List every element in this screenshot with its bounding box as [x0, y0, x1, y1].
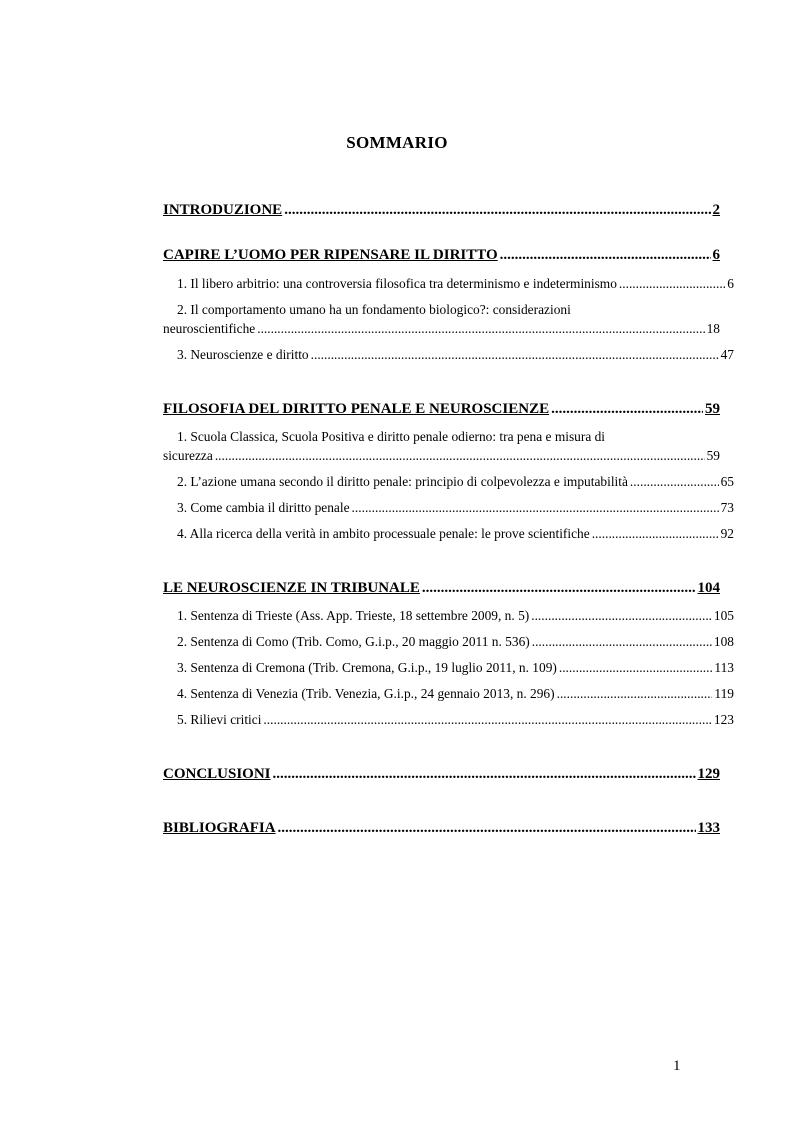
dot-leader: [422, 579, 696, 597]
toc-section-label: 3. Sentenza di Cremona (Trib. Cremona, G.i.p., 19 luglio 2011, n. 109): [177, 660, 557, 675]
toc-page-number: 133: [697, 820, 720, 836]
toc-section[interactable]: [163, 473, 734, 490]
dot-leader: [551, 400, 703, 418]
toc-section[interactable]: [163, 301, 720, 337]
page-number: 1: [673, 1058, 681, 1074]
dot-leader: [500, 246, 711, 264]
toc-section-label: 3. Neuroscienze e diritto: [177, 347, 309, 362]
dot-leader: [592, 525, 719, 542]
toc-chapter-bibliografia[interactable]: [163, 819, 720, 837]
dot-leader: [273, 765, 696, 783]
toc-chapter-neuroscienze-tribunale[interactable]: [163, 579, 720, 597]
toc-chapter-label: CONCLUSIONI: [163, 766, 271, 782]
dot-leader: [284, 201, 710, 219]
toc-section[interactable]: [163, 711, 734, 728]
toc-page-number: 2: [712, 202, 720, 218]
toc-section-label: 1. Scuola Classica, Scuola Positiva e diritto penale odierno: tra pena e misura di: [177, 429, 606, 444]
toc-section-label: 2. L’azione umana secondo il diritto penale: principio di colpevolezza e imputabilità: [177, 474, 628, 489]
toc-page-number: 119: [714, 686, 734, 701]
dot-leader: [352, 499, 719, 516]
toc-page-number: 18: [706, 321, 720, 336]
toc-page-number: 65: [720, 474, 734, 489]
dot-leader: [263, 711, 711, 728]
toc-chapter-filosofia[interactable]: [163, 400, 720, 418]
toc-page-number: 108: [713, 634, 734, 649]
toc-section[interactable]: [163, 525, 734, 542]
toc-chapter-label: BIBLIOGRAFIA: [163, 820, 276, 836]
toc-section-label: 1. Il libero arbitrio: una controversia filosofica tra determinismo e indeterminismo: [177, 276, 617, 291]
toc-section[interactable]: [163, 275, 734, 292]
dot-leader: [531, 607, 712, 624]
toc-section[interactable]: [163, 428, 720, 464]
dot-leader: [619, 275, 725, 292]
toc-section[interactable]: [163, 346, 734, 363]
toc-section-label: 1. Sentenza di Trieste (Ass. App. Trieste, 18 settembre 2009, n. 5): [177, 608, 530, 623]
toc-page-number: 47: [720, 347, 734, 362]
toc-page-number: 59: [706, 448, 720, 463]
dot-leader: [557, 685, 713, 702]
toc-chapter-capire[interactable]: [163, 246, 720, 264]
dot-leader: [311, 346, 719, 363]
toc-page-number: 129: [697, 766, 720, 782]
toc-section-label: 2. Sentenza di Como (Trib. Como, G.i.p., 20 maggio 2011 n. 536): [177, 634, 530, 649]
toc-chapter-label: LE NEUROSCIENZE IN TRIBUNALE: [163, 580, 420, 596]
toc-chapter-conclusioni[interactable]: [163, 765, 720, 783]
toc-page-number: 123: [713, 712, 734, 727]
toc-section-label: 4. Sentenza di Venezia (Trib. Venezia, G.i.p., 24 gennaio 2013, n. 296): [177, 686, 555, 701]
toc-chapter-label: CAPIRE L’UOMO PER RIPENSARE IL DIRITTO: [163, 247, 498, 263]
dot-leader: [257, 320, 704, 337]
toc-section[interactable]: [163, 633, 734, 650]
toc-section[interactable]: [163, 607, 734, 624]
toc-page-number: 92: [720, 526, 734, 541]
dot-leader: [215, 447, 705, 464]
toc-page-number: 104: [697, 580, 720, 596]
toc-chapter-label: INTRODUZIONE: [163, 202, 283, 218]
toc-chapter-label: FILOSOFIA DEL DIRITTO PENALE E NEUROSCIENZE: [163, 401, 550, 417]
toc-section-label-cont: neuroscientifiche: [163, 321, 256, 336]
dot-leader: [559, 659, 713, 676]
toc-page-number: 73: [720, 500, 734, 515]
toc-page-number: 6: [727, 276, 734, 291]
toc-page-number: 6: [712, 247, 720, 263]
dot-leader: [278, 819, 696, 837]
toc-section-label-cont: sicurezza: [163, 448, 213, 463]
toc-section[interactable]: [163, 685, 734, 702]
toc-section-label: 4. Alla ricerca della verità in ambito processuale penale: le prove scientifiche: [177, 526, 590, 541]
toc-section[interactable]: [163, 499, 734, 516]
toc-page-number: 105: [713, 608, 734, 623]
toc-page-number: 59: [705, 401, 720, 417]
dot-leader: [630, 473, 719, 490]
toc-page-number: 113: [714, 660, 734, 675]
dot-leader: [532, 633, 712, 650]
page-title: SOMMARIO: [346, 133, 448, 152]
toc-section-label: 2. Il comportamento umano ha un fondamento biologico?: considerazioni: [177, 302, 571, 317]
toc-section[interactable]: [163, 659, 734, 676]
toc-section-label: 3. Come cambia il diritto penale: [177, 500, 350, 515]
toc-section-label: 5. Rilievi critici: [177, 712, 262, 727]
toc-chapter-introduzione[interactable]: [163, 201, 720, 219]
